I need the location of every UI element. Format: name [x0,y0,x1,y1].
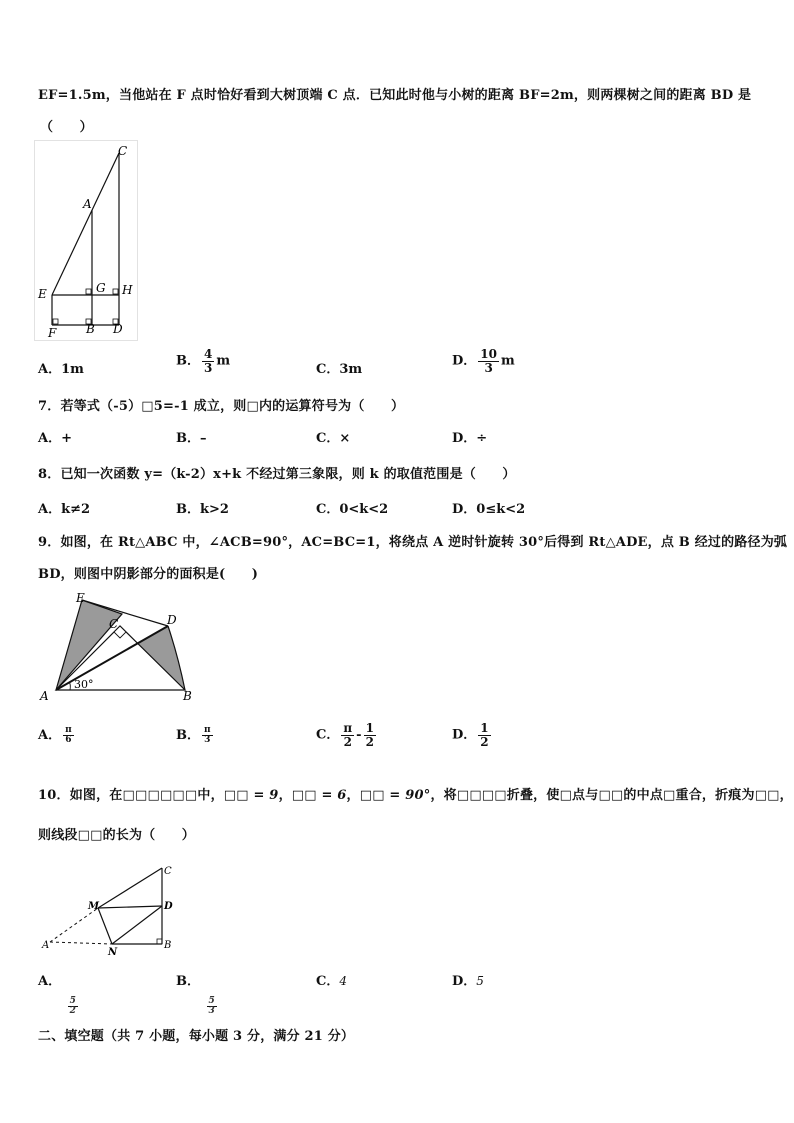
q9-option-b-num: π [204,724,211,735]
q10-option-c[interactable] [316,970,347,989]
label-C: C [109,617,119,631]
q10-option-d-value: 5 [476,974,484,988]
q9-option-b-den: 3 [204,735,211,745]
segment-CM [98,868,162,908]
q6-option-c-text: 3m [339,362,363,377]
q10-option-a-fraction [68,997,78,1017]
q8-option-c[interactable]: C．0<k<2 [316,502,389,517]
q10-math3: □□ = 90° [359,788,431,803]
dashed-AM [50,908,98,942]
q6-option-b-unit: m [216,353,231,369]
q7-option-c[interactable]: C．× [316,431,351,446]
q10-comma2: ， [346,788,360,803]
q9-stem-line2: BD，则图中阴影部分的面积是( ) [38,567,259,582]
q9-option-d-letter: D． [452,727,477,743]
q10-math2: □□ = 6 [291,788,347,803]
label-E: E [38,287,47,301]
label-B: B [183,689,192,703]
q9-option-c-den2: 2 [365,734,374,749]
q6-option-b[interactable] [176,348,230,374]
q7-option-b[interactable]: B．– [176,431,207,446]
q10-option-b-num: 5 [208,996,215,1006]
q9-option-c-letter: C． [316,727,340,743]
q8-stem: 8．已知一次函数 y=（k-2）x+k 不经过第三象限，则 k 的取值范围是（ ） [38,467,516,482]
q9-option-c-minus: - [356,727,362,743]
q10-figure-svg [36,860,186,960]
label-D: D [167,613,177,627]
q6-stem-line2: （ ） [40,120,93,135]
q10-option-c-letter: C． [316,974,340,989]
q6-option-d-den: 3 [484,360,493,375]
q9-option-a-num: π [65,724,72,735]
q6-option-d-fraction [478,348,499,374]
q10-figure [36,860,186,964]
q9-option-c[interactable] [316,722,378,748]
label-C: C [118,144,128,158]
q7-option-a[interactable]: A．+ [38,431,72,446]
q9-figure-svg [36,586,206,706]
q10-option-a-num: 5 [69,996,76,1006]
q9-option-c-fraction1 [341,722,354,748]
q9-option-d-fraction [478,722,490,748]
q7-option-d[interactable]: D．÷ [452,431,488,446]
q10-option-b[interactable] [176,970,219,1017]
q6-option-a[interactable] [38,358,84,377]
q10-math1: □□ = 9 [223,788,279,803]
q10-part1: 10．如图，在□□□□□□中， [38,788,224,803]
q10-stem-line1 [38,784,793,803]
q10-option-a-den: 2 [69,1006,76,1017]
q9-option-b-letter: B． [176,728,200,743]
q10-option-b-letter: B． [176,974,200,989]
q6-option-b-den: 3 [204,360,213,375]
dashed-AN [50,942,112,944]
q9-option-a[interactable] [38,724,76,745]
q10-stem-line2: 则线段□□的长为（ ） [38,828,195,843]
q6-option-b-letter: B． [176,353,200,369]
q6-figure-svg [34,140,144,345]
q6-option-a-letter: A． [38,362,62,377]
q10-option-d[interactable] [452,970,484,989]
angle-label: 30° [74,678,94,691]
label-B: B [164,940,172,951]
q10-option-a[interactable] [38,970,80,1017]
q9-option-c-num2: 1 [365,721,374,735]
q10-comma1: ， [278,788,292,803]
q9-option-c-num1: π [343,721,353,735]
q9-option-c-den1: 2 [343,734,352,749]
q9-option-c-fraction2 [364,722,376,748]
label-D: D [164,901,173,912]
q6-option-d-letter: D． [452,353,477,369]
label-H: H [122,283,133,297]
label-N: N [108,947,118,958]
q9-option-d-num: 1 [480,721,489,735]
q10-option-b-den: 3 [208,1006,215,1017]
label-M: M [88,901,100,912]
q6-option-b-fraction [202,348,214,374]
label-C: C [164,866,172,877]
q6-option-b-num: 4 [204,347,213,361]
segment-ND [112,906,162,944]
q6-figure [34,140,144,349]
label-A: A [40,689,49,703]
label-G: G [96,281,106,295]
q9-figure [36,586,206,710]
q9-option-a-fraction [63,726,74,746]
label-A: A [42,940,50,951]
q9-option-a-den: 6 [65,735,72,745]
q8-option-d[interactable]: D．0≤k<2 [452,502,526,517]
label-B: B [86,322,95,336]
section2-title: 二、填空题（共 7 小题，每小题 3 分，满分 21 分） [38,1029,355,1044]
q10-option-a-letter: A． [38,974,62,989]
q6-stem-line1: EF=1.5m，当他站在 F 点时恰好看到大树顶端 C 点．已知此时他与小树的距离 BF=2m，则两棵树之间的距离 BD 是 [38,88,752,103]
q6-option-d-num: 10 [480,347,497,361]
label-E: E [76,591,85,605]
segment-MD [98,906,162,908]
q6-option-c-letter: C． [316,362,340,377]
label-A: A [83,197,92,211]
q10-option-d-letter: D． [452,974,477,989]
q9-option-b-fraction [202,726,213,746]
q9-option-d[interactable] [452,722,493,748]
q8-option-b[interactable]: B．k>2 [176,502,229,517]
q6-option-a-text: 1m [61,362,84,377]
q6-option-d[interactable] [452,348,515,374]
q8-option-a[interactable]: A．k≠2 [38,502,91,517]
q6-option-c[interactable] [316,358,362,377]
label-F: F [48,326,57,340]
q9-option-b[interactable] [176,724,215,745]
label-D: D [113,322,123,336]
q6-option-d-unit: m [500,353,515,369]
q7-stem: 7．若等式（-5）□5=-1 成立，则□内的运算符号为（ ） [38,399,405,414]
q10-option-c-value: 4 [339,974,347,988]
q9-stem-line1: 9．如图，在 Rt△ABC 中，∠ACB=90°，AC=BC=1，将绕点 A 逆时针旋转 30°后得到 Rt△ADE，点 B 经过的路径为弧 [38,535,788,550]
sight-line [52,153,119,295]
q10-option-b-fraction [207,997,217,1017]
q10-part2: ，将□□□□折叠，使□点与□□的中点□重合，折痕为□□， [430,788,793,803]
q9-option-d-den: 2 [480,734,489,749]
crease-MN [98,908,112,944]
q9-option-a-letter: A． [38,728,62,743]
